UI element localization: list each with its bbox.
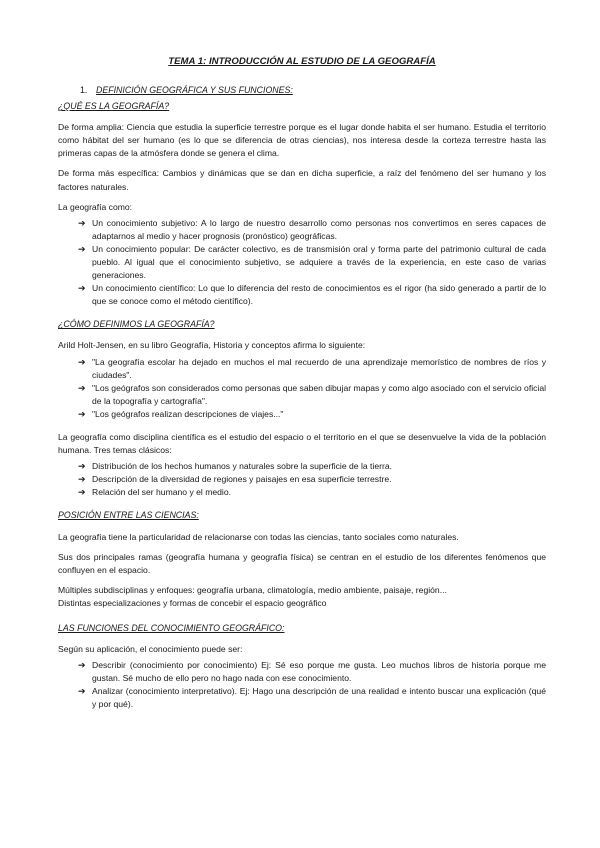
arrow-icon: ➔	[78, 356, 86, 367]
arrow-icon: ➔	[78, 243, 86, 254]
list-item	[78, 473, 546, 486]
section-heading-text: DEFINICIÓN GEOGRÁFICA Y SUS FUNCIONES:	[96, 84, 293, 95]
list-temas-clasicos	[58, 460, 546, 499]
subheading-posicion-ciencias: POSICIÓN ENTRE LAS CIENCIAS:	[58, 510, 199, 521]
paragraph-definicion-especifica: De forma más específica: Cambios y dinámicas que se dan en dicha superficie, a raíz del fenómeno del ser humano y los factores naturales.	[58, 168, 546, 192]
list-item	[78, 659, 546, 685]
list-item	[78, 460, 546, 473]
list-funciones	[58, 659, 546, 711]
arrow-icon: ➔	[78, 382, 86, 393]
arrow-icon: ➔	[78, 282, 86, 293]
list-item-text: Relación del ser humano y el medio.	[92, 487, 232, 498]
paragraph-definicion-amplia: De forma amplia: Ciencia que estudia la superficie terrestre porque es el lugar donde habita el ser humano. Estudia el territorio como hábitat del ser humano (es lo que se diferencia de otras ciencias), nos interesa desde la corteza terrestre hasta las primeras capas de la atmósfera donde se genera el clima.	[58, 122, 546, 159]
arrow-icon: ➔	[78, 686, 86, 697]
paragraph-segun-aplicacion: Según su aplicación, el conocimiento puede ser:	[58, 644, 243, 655]
paragraph-ramas: Sus dos principales ramas (geografía humana y geografía física) se centran en el estudio de los diferentes fenómenos que confluyen en el espacio.	[58, 551, 546, 575]
arrow-icon: ➔	[78, 217, 86, 228]
list-item	[78, 282, 546, 308]
arrow-icon: ➔	[78, 408, 86, 419]
paragraph-subdisciplinas: Múltiples subdisciplinas y enfoques: geografía urbana, climatología, medio ambiente, paisaje, región...	[58, 584, 447, 595]
paragraph-disciplina-cientifica: La geografía como disciplina científica es el estudio del espacio o el territorio en el que se desenvuelve la vida de la población humana. Tres temas clásicos:	[58, 431, 546, 455]
list-item-text: Analizar (conocimiento interpretativo). Ej: Hago una descripción de una realidad e intento buscar una explicación (qué y por qué).	[92, 686, 546, 710]
arrow-icon: ➔	[78, 660, 86, 671]
subheading-que-es: ¿QUÉ ES LA GEOGRAFÍA?	[58, 100, 170, 111]
list-item	[78, 356, 546, 382]
list-item	[78, 486, 546, 499]
list-item	[78, 217, 546, 243]
list-item-text: Un conocimiento científico: Lo que lo diferencia del resto de conocimientos es el rigor (ha sido generado a partir de lo que se conoce como el método científico).	[92, 282, 546, 307]
arrow-icon: ➔	[78, 474, 86, 485]
list-item-text: Descripción de la diversidad de regiones y paisajes en esa superficie terrestre.	[92, 474, 392, 485]
paragraph-geografia-como: La geografía como:	[58, 201, 133, 212]
list-item	[78, 382, 546, 408]
list-item-text: "La geografía escolar ha dejado en muchos el mal recuerdo de una aprendizaje memorístico de nombres de ríos y ciudades".	[92, 356, 546, 380]
list-item	[78, 685, 546, 711]
page-title: TEMA 1: INTRODUCCIÓN AL ESTUDIO DE LA GEOGRAFÍA	[168, 56, 436, 67]
section-number: 1.	[80, 84, 88, 95]
list-item	[78, 408, 546, 421]
subheading-como-definimos: ¿CÓMO DEFINIMOS LA GEOGRAFÍA?	[58, 319, 215, 330]
list-item-text: "Los geógrafos son considerados como personas que saben dibujar mapas y como algo asociado con el servicio oficial de la topografía y cartografía".	[92, 382, 547, 406]
arrow-icon: ➔	[78, 460, 86, 471]
list-item-text: Describir (conocimiento por conocimiento) Ej: Sé eso porque me gusta. Leo muchos libros de historia porque me gustan. Sé mucho de ello pero no hago nada con ese conocimiento.	[92, 660, 546, 684]
list-citas	[58, 356, 546, 421]
list-item-text: Un conocimiento subjetivo: A lo largo de nuestro desarrollo como personas nos convertimos en seres capaces de adaptarnos al medio y hacer prognosis (pronóstico) geográficas.	[92, 217, 546, 241]
paragraph-especializaciones: Distintas especializaciones y formas de concebir el espacio geográfico	[58, 597, 327, 608]
list-item-text: Distribución de los hechos humanos y naturales sobre la superficie de la tierra.	[92, 460, 392, 471]
list-item	[78, 243, 546, 282]
list-item-text: Un conocimiento popular: De carácter colectivo, es de transmisión oral y forma parte del patrimonio cultural de cada pueblo. Al igual que el conocimiento subjetivo, se adquiere a través de la experiencia, en este caso de varias generaciones.	[92, 243, 546, 280]
arrow-icon: ➔	[78, 487, 86, 498]
list-item-text: "Los geógrafos realizan descripciones de viajes..."	[92, 408, 284, 419]
paragraph-holt-jensen: Arild Holt-Jensen, en su libro Geografía, Historia y conceptos afirma lo siguiente:	[58, 340, 366, 351]
list-tipos-conocimiento	[58, 217, 546, 308]
section-heading-1	[80, 84, 546, 97]
subheading-funciones: LAS FUNCIONES DEL CONOCIMIENTO GEOGRÁFICO:	[58, 622, 285, 633]
paragraph-particularidad: La geografía tiene la particularidad de relacionarse con todas las ciencias, tanto sociales como naturales.	[58, 531, 459, 542]
